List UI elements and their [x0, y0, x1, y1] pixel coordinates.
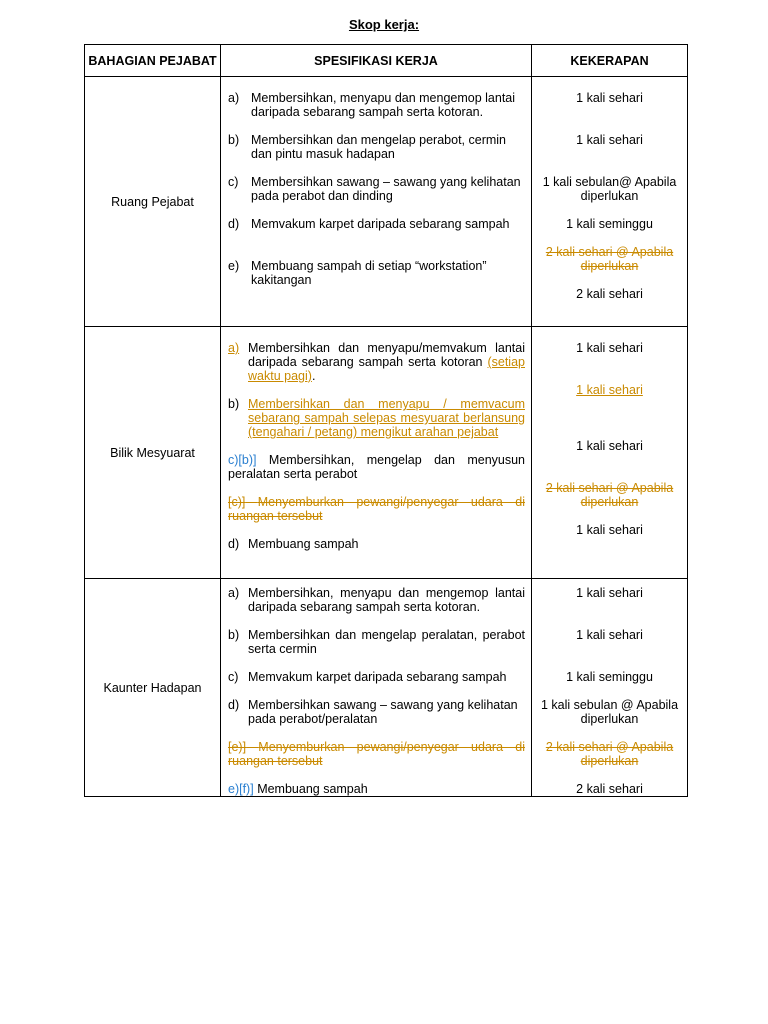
frequency-value: 1 kali seminggu: [566, 217, 653, 231]
header-spesifikasi-kerja: SPESIFIKASI KERJA: [221, 45, 532, 77]
freq-cell: [532, 327, 688, 579]
frequency-value: 1 kali sehari: [576, 133, 643, 147]
header-kekerapan: KEKERAPAN: [532, 45, 688, 77]
list-item-deleted: [e)] Menyemburkan pewangi/penyegar udara di ruangan tersebut: [228, 740, 525, 768]
list-item: a) Membersihkan dan menyapu/memvakum lantai daripada sebarang sampah serta kotoran (setiap waktu pagi).: [228, 341, 525, 383]
frequency-value: 1 kali sebulan@ Apabila diperlukan: [542, 175, 677, 203]
spec-cell: [221, 77, 532, 327]
freq-cell: [532, 579, 688, 797]
list-item: a) Membersihkan, menyapu dan mengemop lantai daripada sebarang sampah serta kotoran.: [228, 586, 525, 614]
section-ruang-pejabat: Ruang Pejabat: [85, 77, 221, 327]
list-item: b) Membersihkan dan menyapu / memvacum sebarang sampah selepas mesyuarat berlansung (tengahari / petang) mengikut arahan pejabat: [228, 397, 525, 439]
list-item: e)[f)] Membuang sampah: [228, 782, 368, 796]
header-bahagian-pejabat: BAHAGIAN PEJABAT: [85, 45, 221, 77]
frequency-value: 2 kali sehari: [576, 287, 643, 301]
frequency-value: 1 kali sehari: [576, 439, 643, 453]
list-item: d) Membuang sampah: [228, 537, 359, 551]
table-header-row: [85, 45, 688, 77]
table-row: [85, 327, 688, 579]
list-item-deleted: [c)] Menyemburkan pewangi/penyegar udara di ruangan tersebut: [228, 495, 525, 523]
list-item: b) Membersihkan dan mengelap peralatan, perabot serta cermin: [228, 628, 525, 656]
frequency-value: 2 kali sehari: [576, 782, 643, 796]
list-item: d) Membersihkan sawang – sawang yang kelihatan pada perabot/peralatan: [228, 698, 518, 726]
frequency-value: 1 kali sehari: [576, 586, 643, 600]
frequency-value: 1 kali sehari: [576, 341, 643, 355]
list-item: c) Memvakum karpet daripada sebarang sampah: [228, 670, 507, 684]
table-row: [85, 579, 688, 797]
list-item: c) Membersihkan sawang – sawang yang kelihatan pada perabot dan dinding: [228, 175, 521, 203]
list-item: a) Membersihkan, menyapu dan mengemop lantai daripada sebarang sampah serta kotoran.: [228, 91, 516, 119]
section-bilik-mesyuarat: Bilik Mesyuarat: [85, 327, 221, 579]
list-item: c)[b)] Membersihkan, mengelap dan menyusun peralatan serta perabot: [228, 453, 526, 481]
freq-cell: [532, 77, 688, 327]
scope-table: [84, 44, 688, 797]
frequency-value: 1 kali sehari: [576, 91, 643, 105]
frequency-value: 1 kali sehari: [576, 628, 643, 642]
frequency-value: 1 kali seminggu: [566, 670, 653, 684]
document-title: Skop kerja:: [348, 17, 420, 32]
list-item: e) Membuang sampah di setiap “workstation” kakitangan: [228, 259, 487, 287]
frequency-value: 1 kali sebulan @ Apabila diperlukan: [540, 698, 679, 726]
list-item: b) Membersihkan dan mengelap perabot, cermin dan pintu masuk hadapan: [228, 133, 506, 161]
frequency-value: 1 kali sehari: [576, 523, 643, 537]
frequency-value-deleted: 2 kali sehari @ Apabila diperlukan: [545, 481, 674, 509]
frequency-value-inserted: 1 kali sehari: [576, 383, 643, 397]
frequency-value-deleted: 2 kali sehari @ Apabila diperlukan: [545, 245, 674, 273]
list-item: d) Memvakum karpet daripada sebarang sampah: [228, 217, 510, 231]
spec-cell: [221, 327, 532, 579]
spec-cell: [221, 579, 532, 797]
table-row: [85, 77, 688, 327]
frequency-value-deleted: 2 kali sehari @ Apabila diperlukan: [545, 740, 674, 768]
section-kaunter-hadapan: Kaunter Hadapan: [85, 579, 221, 797]
